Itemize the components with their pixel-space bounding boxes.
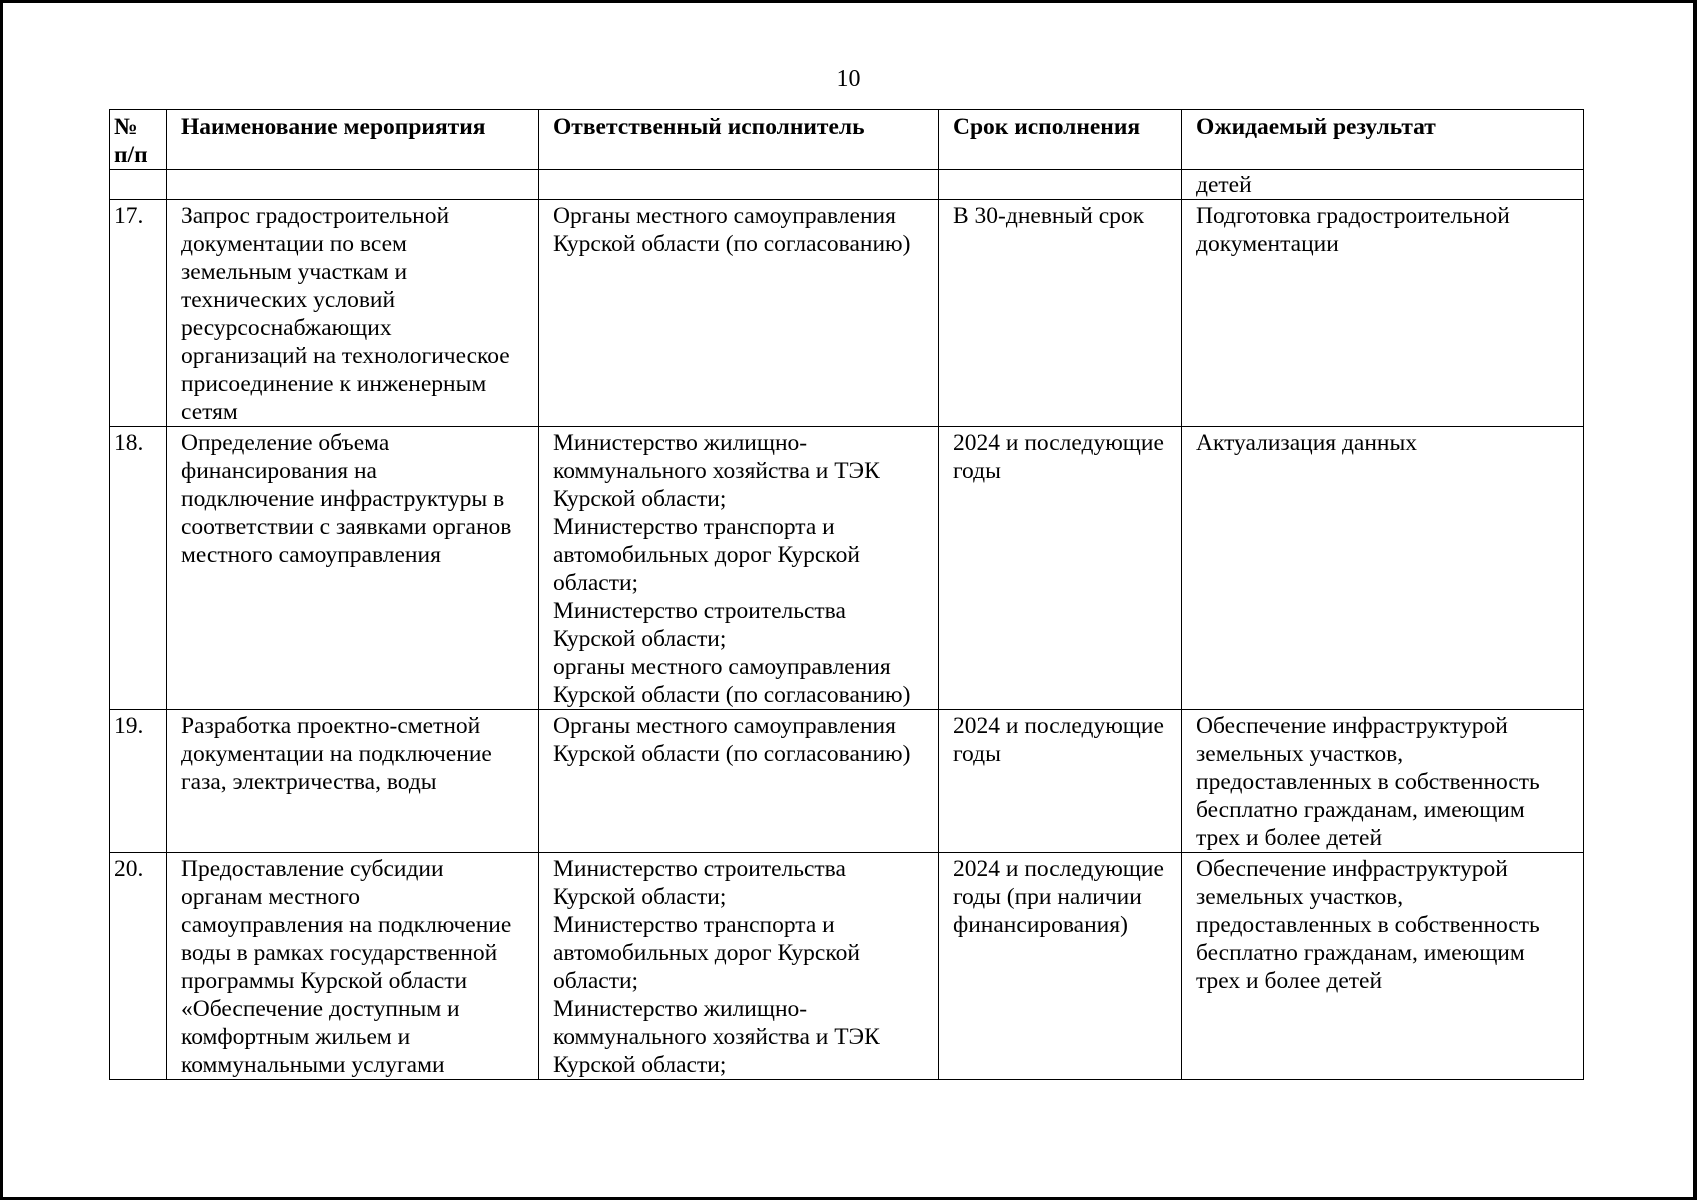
cell-measure-name (167, 170, 539, 200)
header-responsible-executor: Ответственный исполнитель (539, 110, 939, 170)
header-measure-name: Наименование мероприятия (167, 110, 539, 170)
cell-executor (539, 170, 939, 200)
cell-result: детей (1182, 170, 1584, 200)
cell-deadline (939, 170, 1182, 200)
cell-executor: Органы местного самоуправления Курской области (по согласованию) (539, 710, 939, 853)
cell-number: 18. (110, 427, 167, 710)
cell-deadline: 2024 и последующие годы (при наличии финансирования) (939, 853, 1182, 1080)
cell-executor: Министерство жилищно- коммунального хозяйства и ТЭК Курской области; Министерство транспорта и автомобильных дорог Курской области; Министерство строительства Курской области; органы местного самоуправления Курской области (по согласованию) (539, 427, 939, 710)
page-number: 10 (836, 66, 861, 92)
cell-result: Обеспечение инфраструктурой земельных участков, предоставленных в собственность бесплатно гражданам, имеющим трех и более детей (1182, 710, 1584, 853)
table-row (110, 200, 1584, 427)
cell-deadline: 2024 и последующие годы (939, 710, 1182, 853)
cell-result: Актуализация данных (1182, 427, 1584, 710)
cell-number: 17. (110, 200, 167, 427)
table-row (110, 710, 1584, 853)
cell-measure-name: Определение объема финансирования на подключение инфраструктуры в соответствии с заявками органов местного самоуправления (167, 427, 539, 710)
table-row-continuation (110, 170, 1584, 200)
cell-executor: Министерство строительства Курской области; Министерство транспорта и автомобильных дорог Курской области; Министерство жилищно- коммунального хозяйства и ТЭК Курской области; (539, 853, 939, 1080)
cell-measure-name: Разработка проектно-сметной документации на подключение газа, электричества, воды (167, 710, 539, 853)
cell-result: Обеспечение инфраструктурой земельных участков, предоставленных в собственность бесплатно гражданам, имеющим трех и более детей (1182, 853, 1584, 1080)
cell-measure-name: Предоставление субсидии органам местного самоуправления на подключение воды в рамках государственной программы Курской области «Обеспечение доступным и комфортным жильем и коммунальными услугами (167, 853, 539, 1080)
table-header-row (110, 110, 1584, 170)
table-row (110, 853, 1584, 1080)
cell-deadline: 2024 и последующие годы (939, 427, 1182, 710)
cell-number: 19. (110, 710, 167, 853)
cell-measure-name: Запрос градостроительной документации по всем земельным участкам и технических условий ресурсоснабжающих организаций на технологическое присоединение к инженерным сетям (167, 200, 539, 427)
table-row (110, 427, 1584, 710)
measures-table (109, 109, 1584, 1080)
header-expected-result: Ожидаемый результат (1182, 110, 1584, 170)
cell-number: 20. (110, 853, 167, 1080)
cell-result: Подготовка градостроительной документации (1182, 200, 1584, 427)
cell-number (110, 170, 167, 200)
cell-executor: Органы местного самоуправления Курской области (по согласованию) (539, 200, 939, 427)
header-deadline: Срок исполнения (939, 110, 1182, 170)
header-number: № п/п (110, 110, 167, 170)
cell-deadline: В 30-дневный срок (939, 200, 1182, 427)
